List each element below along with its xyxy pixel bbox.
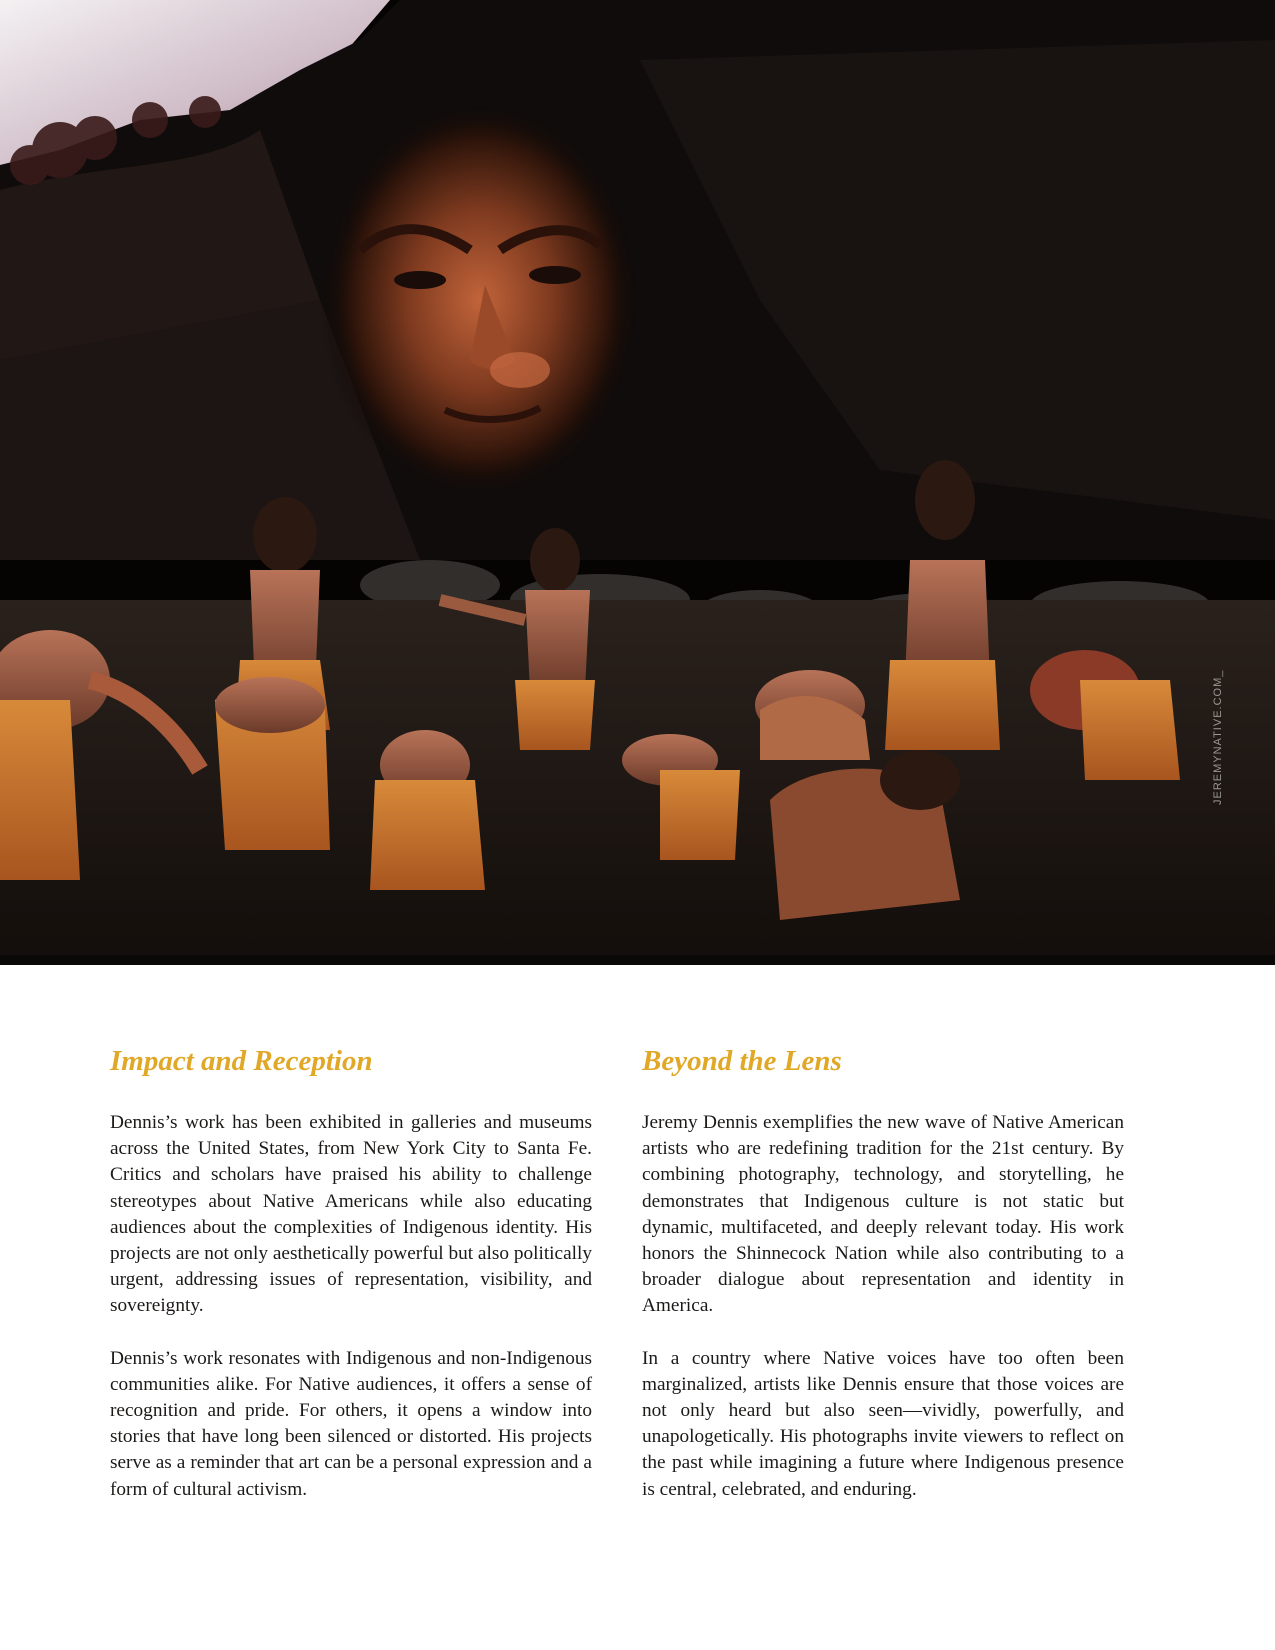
section-beyond-the-lens bbox=[642, 1044, 1124, 1529]
body-paragraph: Dennis’s work has been exhibited in galleries and museums across the United States, from New York City to Santa Fe. Critics and scholars have praised his ability to challenge stereotypes about Native Americans while also educating audiences about the complexities of Indigenous identity. His projects are not only aesthetically powerful but also politically urgent, addressing issues of representation, visibility, and sovereignty. bbox=[110, 1112, 592, 1317]
photo-credit: JEREMYNATIVE.COM_ bbox=[1212, 669, 1224, 805]
section-heading: Impact and Reception bbox=[110, 1045, 373, 1077]
section-impact-and-reception bbox=[110, 1044, 592, 1529]
rock-face bbox=[320, 100, 640, 500]
body-paragraph: Dennis’s work resonates with Indigenous and non-Indigenous communities alike. For Native audiences, it offers a sense of recognition and pride. For others, it opens a window into stories that have long been silenced or distorted. His projects serve as a reminder that art can be a personal expression and a form of cultural activism. bbox=[110, 1347, 592, 1500]
body-paragraph: Jeremy Dennis exemplifies the new wave of Native American artists who are redefining tradition for the 21st century. By combining photography, technology, and storytelling, he demonstrates that Indigenous culture is not static but dynamic, multifaceted, and deeply relevant today. His work honors the Shinnecock Nation while also contributing to a broader dialogue about representation and identity in America. bbox=[642, 1112, 1124, 1317]
section-heading: Beyond the Lens bbox=[642, 1045, 842, 1077]
body-paragraph: In a country where Native voices have too often been marginalized, artists like Dennis ensure that those voices are not only heard but also seen—vividly, powerfully, and unapologetically. His photographs invite viewers to reflect on the past while imagining a future where Indigenous presence is central, celebrated, and enduring. bbox=[642, 1347, 1124, 1500]
